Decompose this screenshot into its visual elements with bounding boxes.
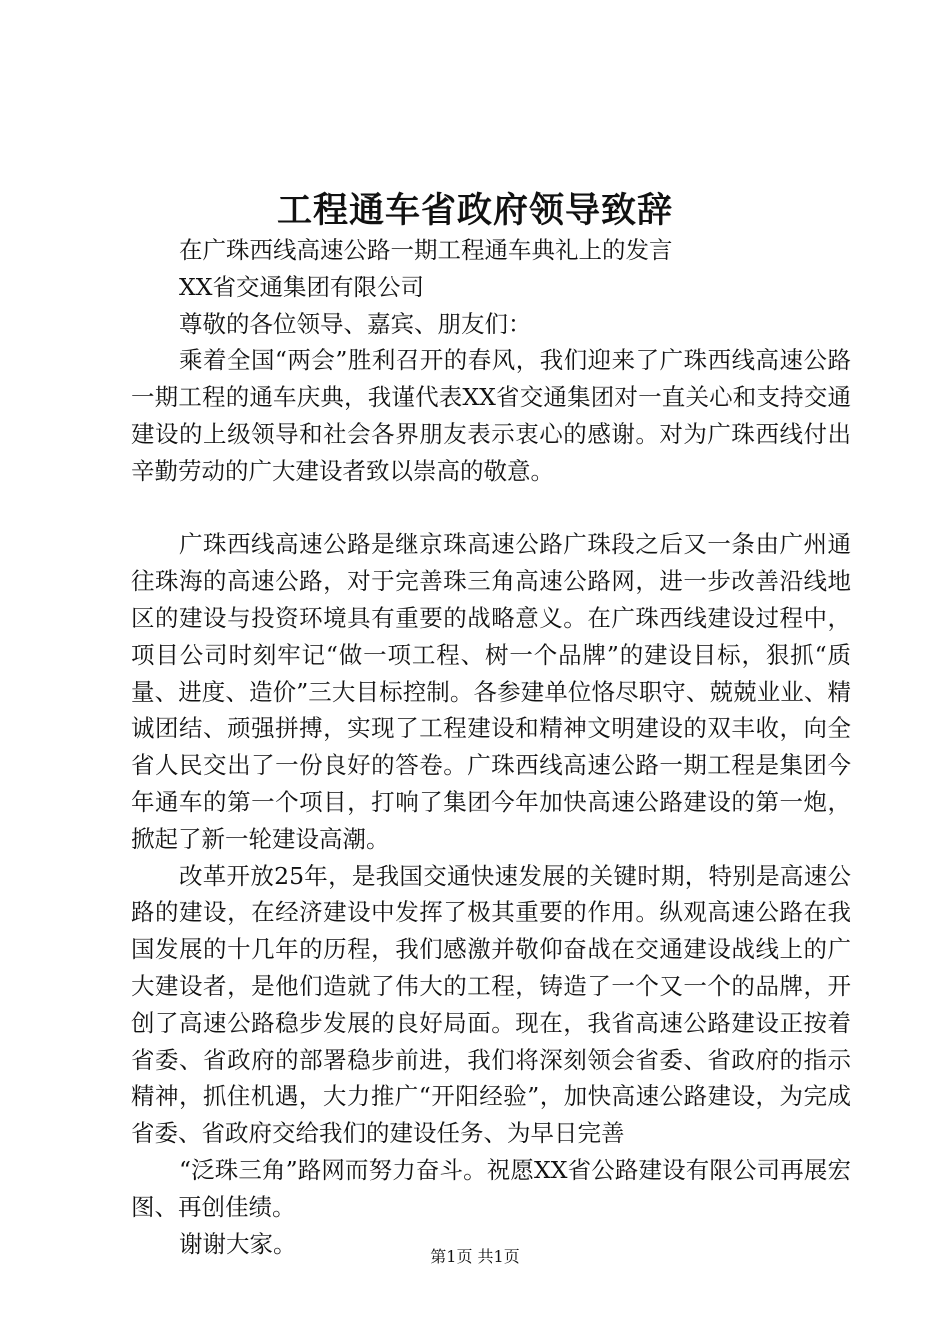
document-title: 工程通车省政府领导致辞 xyxy=(276,190,673,231)
paragraph-project: 广珠西线高速公路是继京珠高速公路广珠段之后又一条由广州通往珠海的高速公路，对于完善珠三角高速公路网，进一步改善沿线地区的建设与投资环境具有重要的战略意义。在广珠西线建设过程中，项目公司时刻牢记“做一项工程、树一个品牌”的建设目标，狠抓“质量、进度、造价”三大目标控制。各参建单位恪尽职守、兢兢业业、精诚团结、顽强拼搏，实现了工程建设和精神文明建设的双丰收，向全省人民交出了一份良好的答卷。广珠西线高速公路一期工程是集团今年通车的第一个项目，打响了集团今年加快高速公路建设的第一炮，掀起了新一轮建设高潮。 xyxy=(131,530,851,853)
speaker-organization: XX省交通集团有限公司 xyxy=(179,272,424,301)
salutation: 尊敬的各位领导、嘉宾、朋友们： xyxy=(179,309,532,338)
speech-occasion: 在广珠西线高速公路一期工程通车典礼上的发言 xyxy=(179,236,673,264)
paragraph-reform: 改革开放25年，是我国交通快速发展的关键时期，特别是高速公路的建设，在经济建设中发挥了极其重要的作用。纵观高速公路在我国发展的十几年的历程，我们感激并敬仰奋战在交通建设战线上的广大建设者，是他们造就了伟大的工程，铸造了一个又一个的品牌，开创了高速公路稳步发展的良好局面。现在，我省高速公路建设正按着省委、省政府的部署稳步前进，我们将深刻领会省委、省政府的指示精神，抓住机遇，大力推广“开阳经验”，加快高速公路建设，为完成省委、省政府交给我们的建设任务、为早日完善 xyxy=(131,861,851,1148)
paragraph-opening: 乘着全国“两会”胜利召开的春风，我们迎来了广珠西线高速公路一期工程的通车庆典，我谨代表XX省交通集团对一直关心和支持交通建设的上级领导和社会各界朋友表示衷心的感谢。对为广珠西线付出辛勤劳动的广大建设者致以崇高的敬意。 xyxy=(131,346,851,485)
page-footer: 第1页 共1页 xyxy=(430,1247,520,1266)
closing-thanks: 谢谢大家。 xyxy=(179,1229,297,1258)
document-body xyxy=(131,232,851,1262)
paragraph-spacer xyxy=(131,490,851,527)
paragraph-wishes: “泛珠三角”路网而努力奋斗。祝愿XX省公路建设有限公司再展宏图、再创佳绩。 xyxy=(131,1155,851,1221)
